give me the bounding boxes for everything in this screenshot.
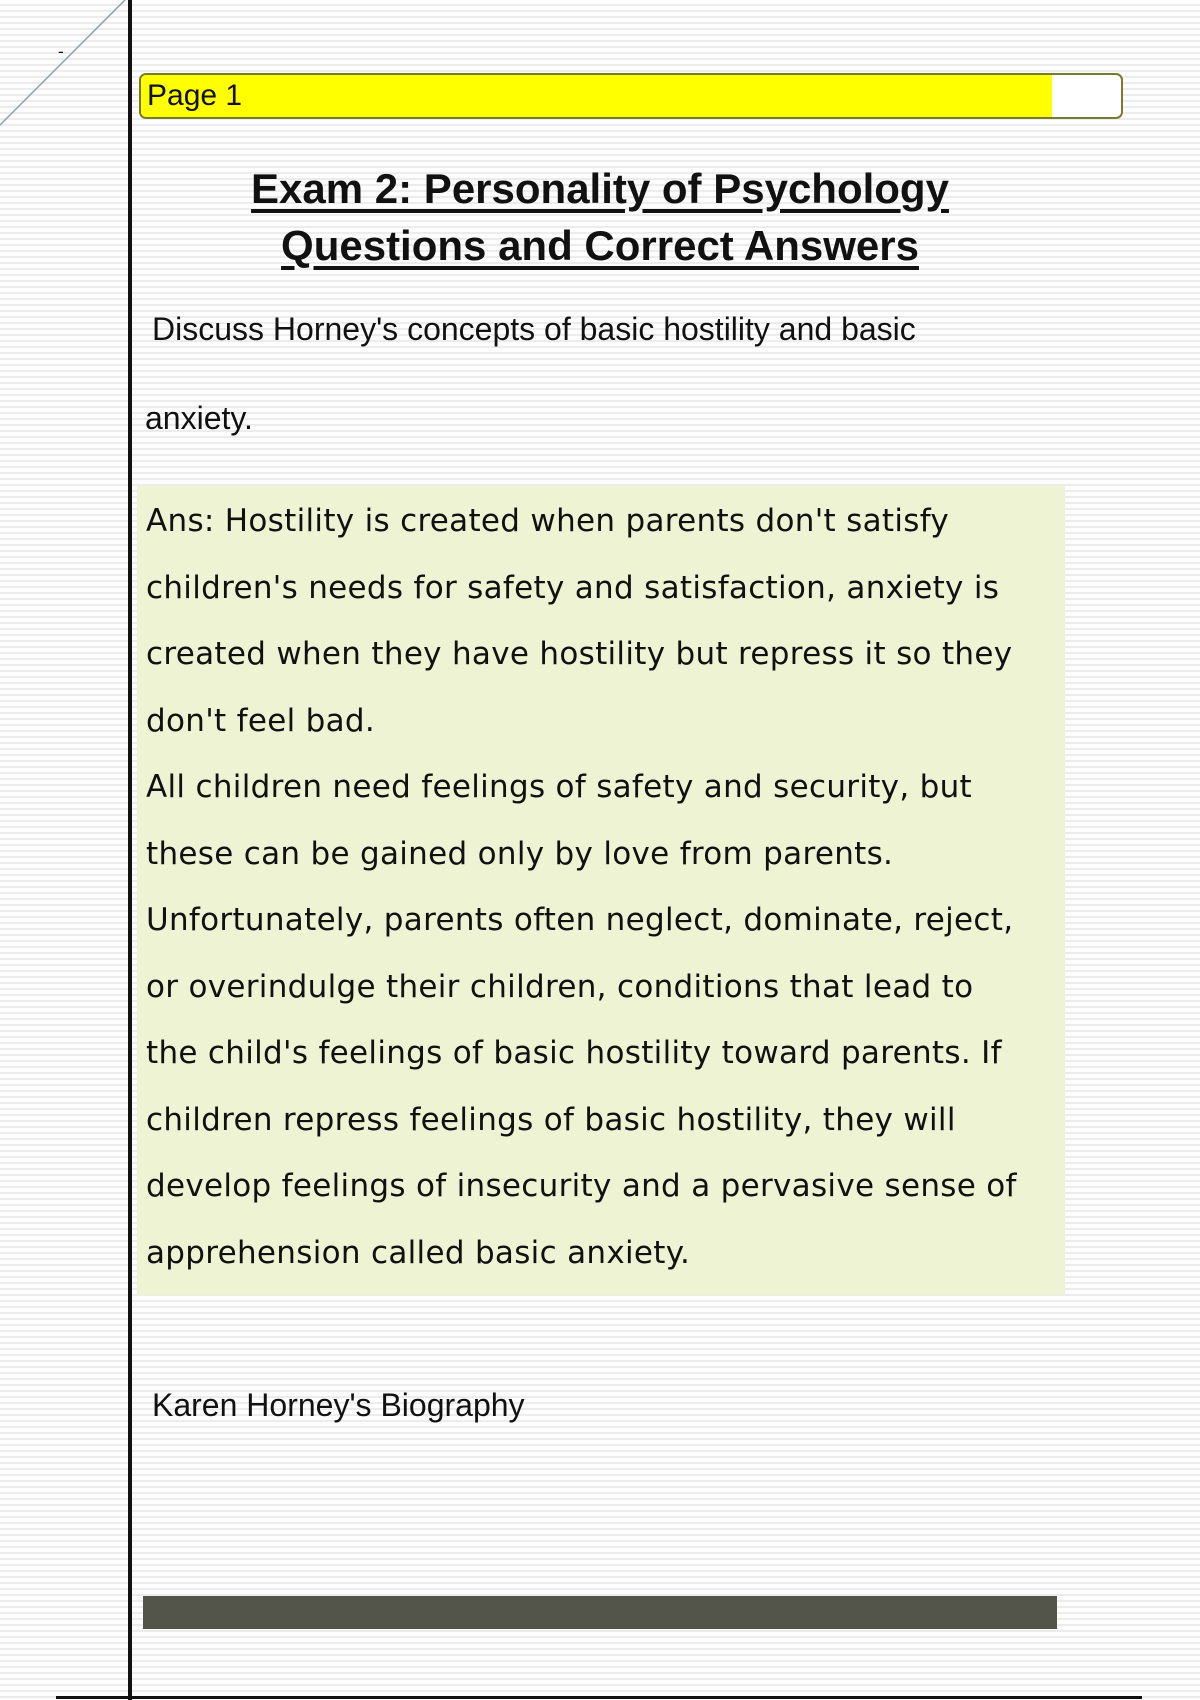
answer-line: Unfortunately, parents often neglect, dominate, reject, — [146, 902, 1014, 938]
title-line-2: Questions and Correct Answers — [281, 222, 919, 269]
bottom-line — [56, 1696, 1142, 1699]
margin-line — [128, 0, 132, 1700]
answer-line: apprehension called basic anxiety. — [146, 1234, 691, 1271]
answer-line: children's needs for safety and satisfaction, anxiety is — [146, 569, 1000, 606]
answer-line: develop feelings of insecurity and a pervasive sense of — [146, 1168, 1017, 1204]
answer-text — [146, 488, 1061, 1286]
answer-line: All children need feelings of safety and security, but — [146, 769, 973, 805]
question-text-cont: anxiety. — [145, 400, 253, 436]
next-question-heading: Karen Horney's Biography — [152, 1387, 525, 1423]
answer-line: the child's feelings of basic hostility toward parents. If — [146, 1035, 1002, 1071]
question-text: Discuss Horney's concepts of basic hostility and basic — [152, 311, 916, 347]
redacted-bar — [143, 1596, 1057, 1629]
page-label: Page 1 — [147, 79, 243, 112]
title-line-1: Exam 2: Personality of Psychology — [251, 165, 949, 212]
answer-line: Ans: Hostility is created when parents don't satisfy — [146, 503, 950, 539]
answer-line: these can be gained only by love from parents. — [146, 835, 894, 872]
answer-line: or overindulge their children, conditions that lead to — [146, 968, 974, 1005]
page-corner-fold — [0, 0, 130, 130]
answer-line: children repress feelings of basic hostility, they will — [146, 1101, 956, 1138]
margin-dash: - — [58, 42, 64, 61]
page-indicator — [139, 73, 1123, 119]
answer-line: don't feel bad. — [146, 702, 376, 739]
answer-line: created when they have hostility but repress it so they — [146, 636, 1013, 672]
